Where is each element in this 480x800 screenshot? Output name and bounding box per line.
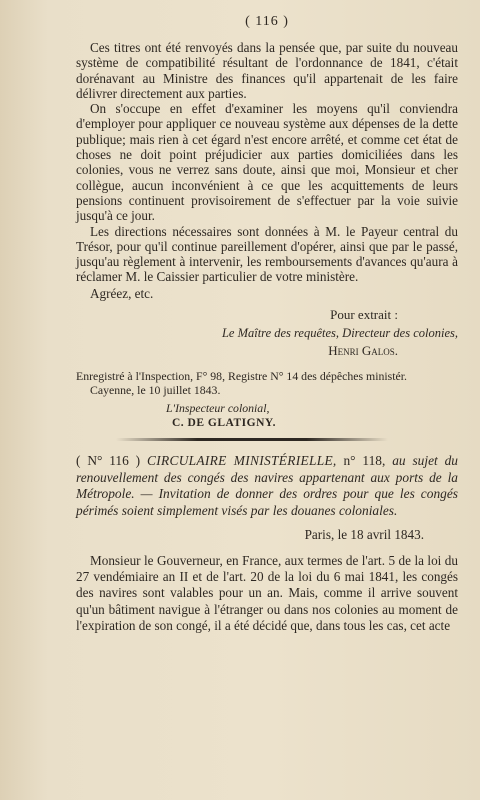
inspector-title: L'Inspecteur colonial, (166, 401, 270, 416)
circular-subject: au sujet du renouvellement des congés des navires appartenant aux ports de la Métropole. — Invitation de donner des ordres pour que les congés périmés soient simplement visés par les douanes coloniales. (76, 453, 458, 518)
circular-body (76, 553, 458, 634)
signatory-title: Le Maître des requêtes, Directeur des colonies, (221, 326, 458, 341)
signatory-name: Henri Galos. (328, 343, 398, 359)
circular-sub-number: n° 118, (343, 453, 386, 469)
section-divider (116, 438, 388, 441)
closing-salutation: Agréez, etc. (90, 285, 154, 301)
paragraph: Les directions nécessaires sont données à M. le Payeur central du Trésor, pour qu'il continue pareillement d'opérer, ainsi que par le passé, jusqu'au règlement à intervenir, les remboursements d'avances qu'aura à réclamer M. le Caissier particulier de votre ministère. (76, 223, 458, 285)
registry-line: Enregistré à l'Inspection, F° 98, Registre N° 14 des dépêches ministér. (76, 369, 407, 384)
paragraph: Monsieur le Gouverneur, en France, aux termes de l'art. 5 de la loi du 27 vendémiaire an II et de l'art. 20 de la loi du 6 mai 1841, les congés des navires sont valables pour un an. Mais, comme il arrive souvent qu'un bâtiment navigue à l'étranger ou dans nos colonies au moment de l'expiration de son congé, il a été décidé que, dans tous les cas, cet acte (76, 553, 458, 633)
page-number: ( 116 ) (245, 14, 289, 29)
letter-body (76, 40, 458, 301)
paragraph: On s'occupe en effet d'examiner les moyens qu'il conviendra d'employer pour appliquer ce nouveau système aux dépenses de la dette publique; mais rien à cet égard n'est encore arrêté, et comme cet état de choses ne doit point préjudicier aux parties domiciliées dans les colonies, vous ne verrez sans doute, ainsi que moi, Monsieur et cher collègue, aucun inconvénient à ce que les acquittements de leurs pensions continuent provisoirement de s'effectuer par la voie suivie jusqu'à ce jour. (76, 101, 458, 224)
circular-heading (76, 453, 458, 519)
dateline: Paris, le 18 avril 1843. (304, 527, 424, 543)
extract-label: Pour extrait : (330, 307, 398, 323)
circular-title: CIRCULAIRE MINISTÉRIELLE, (147, 453, 337, 469)
registry-note (76, 369, 458, 397)
inspector-name: C. DE GLATIGNY. (172, 417, 276, 430)
circular-number: ( N° 116 ) (76, 453, 141, 469)
paragraph: Ces titres ont été renvoyés dans la pensée que, par suite du nouveau système de compatibilité résultant de l'ordonnance de 1841, c'était dorénavant au Ministre des finances qu'il appartenait de les faire délivrer directement aux parties. (76, 40, 458, 101)
registry-date: Cayenne, le 10 juillet 1843. (90, 383, 221, 398)
